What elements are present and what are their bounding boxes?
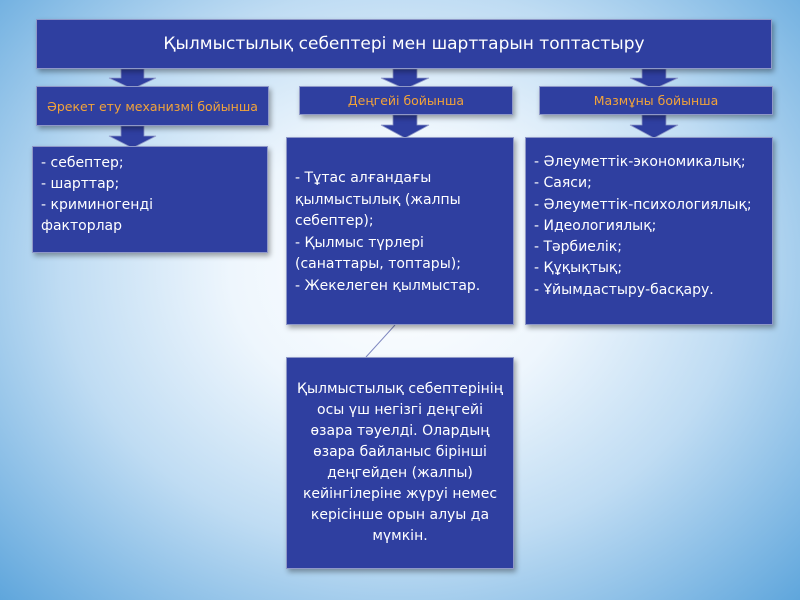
list-item: - Тұтас алғандағы xyxy=(295,170,432,186)
connector-line xyxy=(366,325,395,357)
list-item: - шарттар; xyxy=(41,176,120,192)
list-item: себептер); xyxy=(295,213,374,229)
arrow-level-to-list xyxy=(381,115,429,138)
list-item: - себептер; xyxy=(41,155,124,171)
category-content: Мазмұны бойынша xyxy=(539,86,773,115)
list-item: - Құқықтық; xyxy=(534,260,623,277)
arrow-content-to-list xyxy=(630,115,678,138)
list-item: - Әлеуметтік-экономикалық; xyxy=(534,154,746,170)
arrow-mechanism-to-list xyxy=(109,126,156,148)
diagram-title: Қылмыстылық себептері мен шарттарын топтастыру xyxy=(36,19,772,69)
list-item: - криминогенді xyxy=(41,197,154,213)
interdependence-note xyxy=(286,357,514,569)
list-item: - Ұйымдастыру-басқару. xyxy=(534,281,714,298)
content-list xyxy=(525,137,773,325)
list-item: (санаттары, топтары); xyxy=(295,256,461,272)
category-level: Деңгейі бойынша xyxy=(299,86,513,115)
list-item: - Идеологиялық; xyxy=(534,217,657,234)
list-item: - Қылмыс түрлері xyxy=(295,234,424,251)
list-item: қылмыстылық (жалпы xyxy=(295,191,461,208)
note-text: Қылмыстылық себептерінің осы үш негізгі деңгейі өзара тәуелді. Олардың өзара байланыс бірінші деңгейден (жалпы) кейінгілеріне жүруі немес керісінше орын алуы да мүмкін. xyxy=(297,381,503,544)
mechanism-list xyxy=(32,146,268,253)
list-item: - Жекелеген қылмыстар. xyxy=(295,277,481,294)
list-item: факторлар xyxy=(41,218,123,234)
list-item: - Тәрбиелік; xyxy=(534,239,622,256)
list-item: - Саяси; xyxy=(534,175,592,192)
level-list xyxy=(286,137,514,325)
category-mechanism: Әрекет ету механизмі бойынша xyxy=(36,86,269,126)
list-item: - Әлеуметтік-психологиялық; xyxy=(534,196,752,213)
